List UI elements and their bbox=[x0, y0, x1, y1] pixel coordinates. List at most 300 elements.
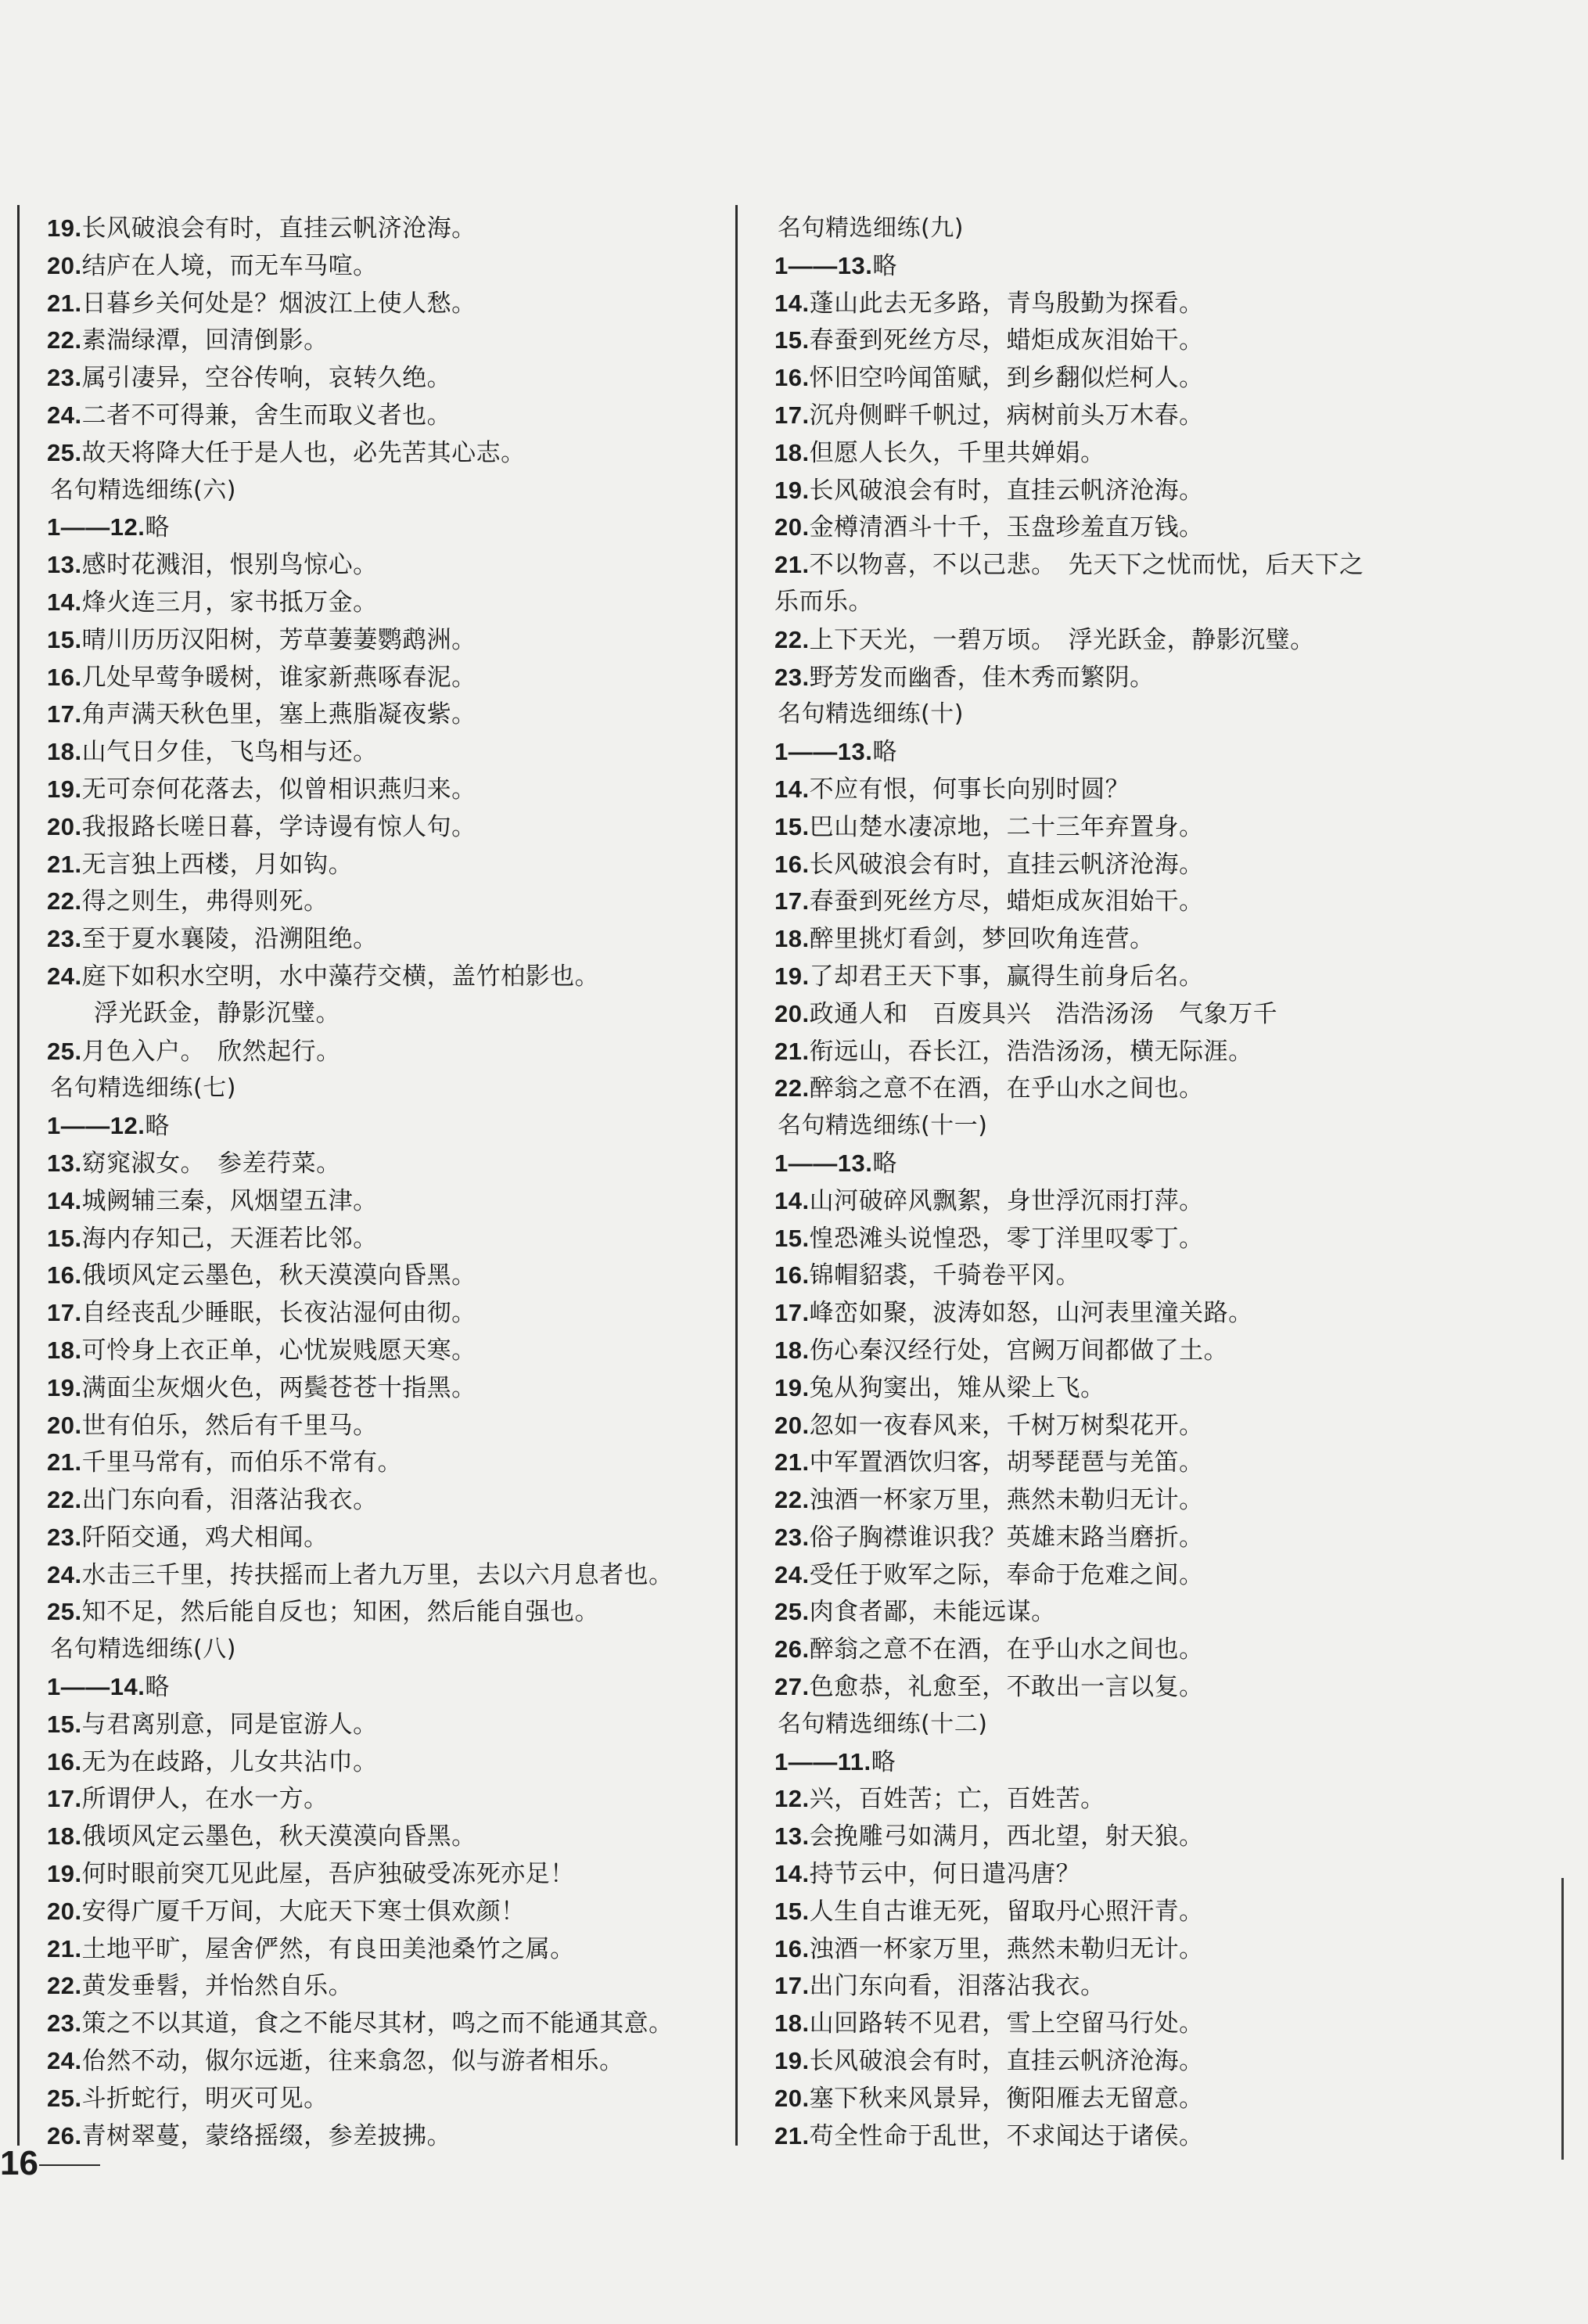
answer-text: 春蚕到死丝方尽，蜡炬成灰泪始干。 bbox=[809, 887, 1204, 916]
answer-text: 惶恐滩头说惶恐，零丁洋里叹零丁。 bbox=[809, 1224, 1204, 1253]
answer-text: 醉里挑灯看剑，梦回吹角连营。 bbox=[809, 925, 1155, 954]
answer-number: 15. bbox=[774, 1224, 810, 1252]
answer-text: 自经丧乱少睡眠，长夜沾湿何由彻。 bbox=[81, 1299, 476, 1328]
answer-continuation: 浮光跃金，静影沉璧。 bbox=[94, 998, 340, 1027]
answer-number: 19. bbox=[774, 476, 810, 504]
answer-text: 兔从狗窦出，雉从梁上飞。 bbox=[809, 1373, 1105, 1402]
answer-line bbox=[47, 1780, 728, 1818]
answer-number: 16. bbox=[47, 1261, 82, 1290]
answer-text: 感时花溅泪，恨别鸟惊心。 bbox=[81, 551, 378, 580]
answer-line bbox=[774, 546, 1557, 584]
answer-number: 22. bbox=[47, 1972, 82, 2000]
answer-number: 14. bbox=[774, 775, 810, 803]
answer-text: 我报路长嗟日暮，学诗谩有惊人句。 bbox=[81, 812, 476, 841]
answer-text: 蓬山此去无多路，青鸟殷勤为探看。 bbox=[809, 289, 1204, 318]
answer-text: 醉翁之意不在酒，在乎山水之间也。 bbox=[809, 1074, 1204, 1103]
answer-number: 18. bbox=[774, 2009, 810, 2038]
section-heading: 名句精选细练(十) bbox=[778, 700, 964, 728]
section-heading: 名句精选细练(八) bbox=[50, 1635, 236, 1664]
answer-line bbox=[47, 1444, 728, 1481]
answer-number: 21. bbox=[774, 1037, 810, 1065]
answer-number: 19. bbox=[47, 214, 82, 242]
answer-text: 政通人和 百废具兴 浩浩汤汤 气象万千 bbox=[809, 999, 1278, 1028]
answer-number: 1——11. bbox=[774, 1747, 871, 1775]
answer-line bbox=[774, 1930, 1557, 1968]
answer-number: 1——13. bbox=[774, 251, 873, 279]
answer-text: 土地平旷，屋舍俨然，有良田美池桑竹之属。 bbox=[81, 1934, 575, 1963]
answer-line bbox=[47, 2117, 728, 2155]
answer-text: 青树翠蔓，蒙络摇缀，参差披拂。 bbox=[81, 2121, 452, 2150]
answer-text: 城阙辅三秦，风烟望五津。 bbox=[81, 1186, 378, 1215]
answer-text: 色愈恭，礼愈至，不敢出一言以复。 bbox=[809, 1673, 1204, 1702]
answer-text: 窈窕淑女。 参差荇菜。 bbox=[81, 1149, 341, 1178]
answer-text: 金樽清酒斗十千，玉盘珍羞直万钱。 bbox=[809, 513, 1204, 542]
answer-text: 肉食者鄙，未能远谋。 bbox=[809, 1598, 1056, 1627]
answer-number: 20. bbox=[774, 999, 810, 1027]
answer-text: 黄发垂髫，并怡然自乐。 bbox=[81, 1972, 354, 2001]
answer-text: 略 bbox=[872, 1149, 897, 1178]
answer-line bbox=[47, 1706, 728, 1743]
answer-line bbox=[774, 621, 1557, 659]
answer-line bbox=[774, 1294, 1557, 1332]
answer-number: 17. bbox=[47, 1299, 82, 1327]
answer-number: 14. bbox=[774, 289, 810, 317]
answer-text: 俄顷风定云墨色，秋天漠漠向昏黑。 bbox=[81, 1822, 476, 1851]
answer-text: 巴山楚水凄凉地，二十三年弃置身。 bbox=[809, 812, 1204, 841]
answer-number: 14. bbox=[774, 1186, 810, 1214]
answer-number: 17. bbox=[774, 1299, 810, 1327]
answer-number: 15. bbox=[774, 1897, 810, 1925]
answer-line bbox=[774, 1407, 1557, 1444]
answer-text: 月色入户。 欣然起行。 bbox=[81, 1037, 341, 1066]
answer-text: 至于夏水襄陵，沿溯阻绝。 bbox=[81, 925, 378, 954]
answer-line bbox=[47, 322, 728, 359]
answer-text: 受任于败军之际，奉命于危难之间。 bbox=[809, 1560, 1204, 1589]
answer-line bbox=[774, 1220, 1557, 1257]
answer-number: 21. bbox=[774, 2121, 810, 2150]
answer-number: 27. bbox=[774, 1673, 810, 1701]
answer-line bbox=[774, 2117, 1557, 2155]
answer-line bbox=[774, 659, 1557, 696]
answer-number: 24. bbox=[47, 962, 82, 990]
answer-line bbox=[774, 397, 1557, 434]
answer-text: 何时眼前突兀见此屋，吾庐独破受冻死亦足！ bbox=[81, 1860, 575, 1889]
answer-text: 所谓伊人，在水一方。 bbox=[81, 1785, 329, 1814]
answer-text: 二者不可得兼，舍生而取义者也。 bbox=[81, 401, 452, 430]
answer-text: 结庐在人境，而无车马喧。 bbox=[81, 251, 378, 280]
answer-number: 19. bbox=[47, 1860, 82, 1888]
answer-number: 21. bbox=[774, 551, 810, 579]
answer-line bbox=[774, 771, 1557, 808]
answer-line bbox=[47, 434, 728, 472]
answer-text: 可怜身上衣正单，心忧炭贱愿天寒。 bbox=[81, 1336, 476, 1365]
answer-number: 24. bbox=[47, 401, 82, 429]
answer-text: 春蚕到死丝方尽，蜡炬成灰泪始干。 bbox=[809, 326, 1204, 355]
answer-text: 俗子胸襟谁识我？英雄末路当磨折。 bbox=[809, 1523, 1204, 1552]
answer-line bbox=[47, 846, 728, 883]
answer-line bbox=[774, 434, 1557, 472]
answer-text: 上下天光，一碧万顷。 浮光跃金，静影沉璧。 bbox=[809, 625, 1315, 654]
answer-number: 22. bbox=[774, 1074, 810, 1103]
answer-line bbox=[774, 1481, 1557, 1519]
answer-line bbox=[47, 247, 728, 285]
answer-line bbox=[47, 659, 728, 696]
answer-number: 25. bbox=[47, 1598, 82, 1626]
answer-line bbox=[47, 808, 728, 846]
answer-line bbox=[47, 1519, 728, 1556]
answer-number: 22. bbox=[774, 625, 810, 653]
answer-text: 醉翁之意不在酒，在乎山水之间也。 bbox=[809, 1635, 1204, 1664]
answer-number: 15. bbox=[774, 326, 810, 354]
answer-line bbox=[774, 1743, 1557, 1781]
answer-number: 23. bbox=[47, 2009, 82, 2038]
answer-number: 19. bbox=[774, 2047, 810, 2075]
answer-text: 浊酒一杯家万里，燕然未勒归无计。 bbox=[809, 1486, 1204, 1515]
answer-text: 不以物喜，不以己悲。 先天下之忧而忧，后天下之 bbox=[809, 551, 1364, 580]
answer-text: 浊酒一杯家万里，燕然未勒归无计。 bbox=[809, 1934, 1204, 1963]
answer-number: 13. bbox=[47, 1149, 82, 1177]
answer-continuation: 乐而乐。 bbox=[774, 587, 873, 616]
answer-number: 18. bbox=[47, 738, 82, 766]
answer-text: 千里马常有，而伯乐不常有。 bbox=[81, 1448, 403, 1477]
answer-number: 13. bbox=[774, 1822, 810, 1851]
answer-line bbox=[774, 1556, 1557, 1594]
answer-number: 1——13. bbox=[774, 1149, 873, 1177]
answer-text: 略 bbox=[872, 738, 897, 767]
answer-text: 长风破浪会有时，直挂云帆济沧海。 bbox=[809, 850, 1204, 879]
answer-number: 16. bbox=[774, 364, 810, 392]
answer-number: 20. bbox=[774, 1411, 810, 1439]
answer-number: 22. bbox=[47, 887, 82, 916]
answer-number: 22. bbox=[47, 1486, 82, 1514]
answer-number: 25. bbox=[47, 438, 82, 466]
answer-line bbox=[774, 472, 1557, 509]
answer-text: 峰峦如聚，波涛如怒，山河表里潼关路。 bbox=[809, 1299, 1253, 1328]
answer-text: 但愿人长久，千里共婵娟。 bbox=[809, 438, 1105, 467]
answer-line bbox=[47, 397, 728, 434]
answer-text: 满面尘灰烟火色，两鬓苍苍十指黑。 bbox=[81, 1373, 476, 1402]
answer-text: 海内存知己，天涯若比邻。 bbox=[81, 1224, 378, 1253]
answer-number: 26. bbox=[774, 1635, 810, 1664]
answer-number: 23. bbox=[47, 1523, 82, 1551]
answer-text: 略 bbox=[871, 1747, 896, 1776]
answer-line bbox=[774, 359, 1557, 397]
answer-number: 18. bbox=[774, 438, 810, 466]
answer-line bbox=[47, 1967, 728, 2005]
answer-number: 18. bbox=[47, 1336, 82, 1364]
answer-line bbox=[47, 1332, 728, 1369]
answer-line bbox=[47, 696, 728, 733]
answer-line bbox=[47, 1930, 728, 1968]
answer-number: 16. bbox=[47, 1747, 82, 1775]
section-heading: 名句精选细练(十一) bbox=[778, 1112, 988, 1140]
answer-number: 18. bbox=[47, 1822, 82, 1851]
answer-text: 世有伯乐，然后有千里马。 bbox=[81, 1411, 378, 1440]
answer-line bbox=[774, 883, 1557, 920]
answer-text: 出门东向看，泪落沾我衣。 bbox=[809, 1972, 1105, 2001]
answer-line bbox=[774, 1519, 1557, 1556]
answer-number: 15. bbox=[47, 1224, 82, 1252]
answer-line bbox=[47, 1818, 728, 1855]
answer-line bbox=[774, 247, 1557, 285]
answer-number: 18. bbox=[774, 1336, 810, 1364]
answer-number: 25. bbox=[774, 1598, 810, 1626]
answer-number: 17. bbox=[47, 700, 82, 728]
answer-number: 15. bbox=[47, 1710, 82, 1738]
answer-text: 斗折蛇行，明灭可见。 bbox=[81, 2084, 329, 2113]
answer-text: 长风破浪会有时，直挂云帆济沧海。 bbox=[809, 2047, 1204, 2076]
answer-line bbox=[47, 958, 728, 995]
answer-line bbox=[774, 1593, 1557, 1631]
answer-text: 晴川历历汉阳树，芳草萋萋鹦鹉洲。 bbox=[81, 625, 476, 654]
answer-line bbox=[47, 1182, 728, 1220]
right-column bbox=[774, 210, 1557, 2154]
answer-number: 21. bbox=[774, 1448, 810, 1477]
answer-text: 无可奈何花落去，似曾相识燕归来。 bbox=[81, 775, 476, 804]
answer-line bbox=[774, 509, 1557, 546]
answer-text: 山气日夕佳，飞鸟相与还。 bbox=[81, 738, 378, 767]
section-heading: 名句精选细练(九) bbox=[778, 214, 964, 242]
answer-text: 阡陌交通，鸡犬相闻。 bbox=[81, 1523, 329, 1552]
answer-text: 塞下秋来风景异，衡阳雁去无留意。 bbox=[809, 2084, 1204, 2113]
section-heading: 名句精选细练(七) bbox=[50, 1074, 236, 1103]
answer-line bbox=[774, 733, 1557, 771]
answer-text: 策之不以其道，食之不能尽其材，鸣之而不能通其意。 bbox=[81, 2009, 674, 2038]
answer-text: 了却君王天下事，赢得生前身后名。 bbox=[809, 962, 1204, 991]
answer-text: 怀旧空吟闻笛赋，到乡翻似烂柯人。 bbox=[809, 364, 1204, 393]
answer-line bbox=[774, 1444, 1557, 1481]
answer-line bbox=[47, 359, 728, 397]
answer-line bbox=[47, 920, 728, 958]
answer-line bbox=[47, 1145, 728, 1182]
answer-number: 1——12. bbox=[47, 513, 146, 541]
answer-line bbox=[47, 1556, 728, 1594]
answer-line bbox=[774, 2042, 1557, 2080]
answer-text: 庭下如积水空明，水中藻荇交横，盖竹柏影也。 bbox=[81, 962, 600, 991]
answer-text: 烽火连三月，家书抵万金。 bbox=[81, 588, 378, 617]
answer-line bbox=[47, 546, 728, 584]
answer-line bbox=[47, 1407, 728, 1444]
answer-line bbox=[774, 2080, 1557, 2117]
answer-text: 长风破浪会有时，直挂云帆济沧海。 bbox=[81, 214, 476, 243]
answer-text: 略 bbox=[872, 251, 897, 280]
answer-number: 19. bbox=[47, 1373, 82, 1401]
answer-line bbox=[47, 509, 728, 546]
answer-number: 23. bbox=[47, 364, 82, 392]
answer-line bbox=[47, 1220, 728, 1257]
answer-text: 长风破浪会有时，直挂云帆济沧海。 bbox=[809, 476, 1204, 505]
answer-number: 25. bbox=[47, 1037, 82, 1065]
answer-text: 知不足，然后能自反也；知困，然后能自强也。 bbox=[81, 1598, 600, 1627]
answer-line bbox=[774, 1780, 1557, 1818]
answer-line bbox=[774, 1332, 1557, 1369]
answer-line bbox=[774, 1818, 1557, 1855]
answer-number: 1——14. bbox=[47, 1673, 146, 1701]
answer-number: 26. bbox=[47, 2121, 82, 2150]
answer-line bbox=[774, 1257, 1557, 1294]
answer-number: 20. bbox=[774, 513, 810, 541]
answer-number: 23. bbox=[774, 1523, 810, 1551]
answer-number: 1——13. bbox=[774, 738, 873, 766]
answer-text: 与君离别意，同是宦游人。 bbox=[81, 1710, 378, 1739]
answer-line bbox=[47, 1855, 728, 1893]
answer-line bbox=[774, 1369, 1557, 1407]
answer-line bbox=[47, 2080, 728, 2117]
right-margin-rule bbox=[1561, 1878, 1564, 2160]
answer-number: 24. bbox=[774, 1560, 810, 1588]
answer-text: 伤心秦汉经行处，宫阙万间都做了土。 bbox=[809, 1336, 1229, 1365]
answer-line bbox=[774, 1033, 1557, 1070]
answer-line bbox=[774, 285, 1557, 322]
answer-line bbox=[47, 1893, 728, 1930]
answer-line bbox=[47, 584, 728, 621]
answer-text: 日暮乡关何处是？烟波江上使人愁。 bbox=[81, 289, 476, 318]
answer-line bbox=[774, 1967, 1557, 2005]
answer-line bbox=[47, 1033, 728, 1070]
answer-number: 23. bbox=[47, 925, 82, 953]
answer-line bbox=[47, 1369, 728, 1407]
answer-line bbox=[774, 808, 1557, 846]
answer-number: 22. bbox=[774, 1486, 810, 1514]
answer-line bbox=[47, 1107, 728, 1145]
answer-number: 14. bbox=[47, 1186, 82, 1214]
answer-number: 17. bbox=[774, 401, 810, 429]
answer-number: 16. bbox=[47, 663, 82, 691]
answer-number: 19. bbox=[774, 1373, 810, 1401]
answer-line bbox=[774, 1893, 1557, 1930]
answer-line bbox=[774, 920, 1557, 958]
answer-line bbox=[47, 1481, 728, 1519]
left-margin-rule bbox=[17, 205, 20, 2146]
answer-text: 山河破碎风飘絮，身世浮沉雨打萍。 bbox=[809, 1186, 1204, 1215]
answer-text: 角声满天秋色里，塞上燕脂凝夜紫。 bbox=[81, 700, 476, 729]
answer-number: 22. bbox=[47, 326, 82, 354]
answer-number: 16. bbox=[774, 1934, 810, 1962]
answer-line bbox=[47, 771, 728, 808]
answer-number: 20. bbox=[47, 251, 82, 279]
answer-line bbox=[774, 1631, 1557, 1668]
answer-line bbox=[47, 1294, 728, 1332]
answer-line bbox=[774, 995, 1557, 1033]
section-heading: 名句精选细练(六) bbox=[50, 476, 236, 504]
page-number: 16 bbox=[0, 2144, 38, 2182]
answer-number: 15. bbox=[774, 812, 810, 840]
answer-text: 安得广厦千万间，大庇天下寒士俱欢颜！ bbox=[81, 1897, 526, 1926]
answer-number: 19. bbox=[774, 962, 810, 990]
answer-text: 水击三千里，抟扶摇而上者九万里，去以六月息者也。 bbox=[81, 1560, 674, 1589]
answer-text: 忽如一夜春风来，千树万树梨花开。 bbox=[809, 1411, 1204, 1440]
answer-text: 佁然不动，俶尔远逝，往来翕忽，似与游者相乐。 bbox=[81, 2047, 624, 2076]
answer-line bbox=[774, 1070, 1557, 1107]
answer-number: 20. bbox=[774, 2084, 810, 2112]
answer-text: 略 bbox=[145, 513, 170, 542]
answer-number: 21. bbox=[47, 289, 82, 317]
answer-line bbox=[774, 1668, 1557, 1706]
answer-line bbox=[774, 958, 1557, 995]
section-heading: 名句精选细练(十二) bbox=[778, 1710, 988, 1738]
answer-number: 24. bbox=[47, 2047, 82, 2075]
answer-number: 17. bbox=[774, 887, 810, 916]
answer-text: 略 bbox=[145, 1673, 170, 1702]
answer-line bbox=[47, 2005, 728, 2042]
answer-text: 俄顷风定云墨色，秋天漠漠向昏黑。 bbox=[81, 1261, 476, 1290]
answer-line bbox=[47, 1257, 728, 1294]
answer-line bbox=[47, 285, 728, 322]
answer-text: 无言独上西楼，月如钩。 bbox=[81, 850, 354, 879]
answer-number: 23. bbox=[774, 663, 810, 691]
answer-text: 沉舟侧畔千帆过，病树前头万木春。 bbox=[809, 401, 1204, 430]
answer-number: 14. bbox=[47, 588, 82, 616]
answer-number: 13. bbox=[47, 551, 82, 579]
answer-line bbox=[774, 1855, 1557, 1893]
answer-text: 人生自古谁无死，留取丹心照汗青。 bbox=[809, 1897, 1204, 1926]
answer-line bbox=[47, 2042, 728, 2080]
column-divider bbox=[735, 205, 738, 2146]
answer-text: 无为在歧路，儿女共沾巾。 bbox=[81, 1747, 378, 1776]
answer-number: 20. bbox=[47, 812, 82, 840]
answer-text: 中军置酒饮归客，胡琴琵琶与羌笛。 bbox=[809, 1448, 1204, 1477]
answer-text: 素湍绿潭，回清倒影。 bbox=[81, 326, 329, 355]
answer-line bbox=[774, 2005, 1557, 2042]
answer-number: 21. bbox=[47, 1934, 82, 1962]
answer-text: 山回路转不见君，雪上空留马行处。 bbox=[809, 2009, 1204, 2038]
answer-line bbox=[47, 883, 728, 920]
answer-text: 持节云中，何日遣冯唐？ bbox=[809, 1860, 1081, 1889]
answer-line bbox=[47, 1668, 728, 1706]
answer-text: 苟全性命于乱世，不求闻达于诸侯。 bbox=[809, 2121, 1204, 2150]
answer-number: 25. bbox=[47, 2084, 82, 2112]
answer-number: 16. bbox=[774, 1261, 810, 1290]
answer-line bbox=[47, 733, 728, 771]
answer-text: 野芳发而幽香，佳木秀而繁阴。 bbox=[809, 663, 1155, 692]
answer-text: 出门东向看，泪落沾我衣。 bbox=[81, 1486, 378, 1515]
answer-number: 21. bbox=[47, 1448, 82, 1477]
answer-number: 20. bbox=[47, 1897, 82, 1925]
answer-line bbox=[774, 1182, 1557, 1220]
answer-text: 兴，百姓苦；亡，百姓苦。 bbox=[809, 1785, 1105, 1814]
answer-number: 19. bbox=[47, 775, 82, 803]
answer-text: 故天将降大任于是人也，必先苦其心志。 bbox=[81, 438, 526, 467]
answer-line bbox=[774, 1145, 1557, 1182]
answer-text: 得之则生，弗得则死。 bbox=[81, 887, 329, 916]
answer-number: 1——12. bbox=[47, 1112, 146, 1140]
answer-number: 12. bbox=[774, 1785, 810, 1813]
answer-number: 15. bbox=[47, 625, 82, 653]
answer-number: 16. bbox=[774, 850, 810, 878]
answer-number: 21. bbox=[47, 850, 82, 878]
left-column bbox=[47, 210, 728, 2154]
answer-text: 几处早莺争暖树，谁家新燕啄春泥。 bbox=[81, 663, 476, 692]
answer-line bbox=[47, 1743, 728, 1781]
answer-line bbox=[47, 210, 728, 247]
answer-number: 17. bbox=[47, 1785, 82, 1813]
answer-text: 略 bbox=[145, 1112, 170, 1141]
answer-text: 不应有恨，何事长向别时圆？ bbox=[809, 775, 1130, 804]
answer-text: 衔远山，吞长江，浩浩汤汤，横无际涯。 bbox=[809, 1037, 1253, 1066]
answer-number: 24. bbox=[47, 1560, 82, 1588]
answer-text: 属引凄异，空谷传响，哀转久绝。 bbox=[81, 364, 452, 393]
answer-text: 会挽雕弓如满月，西北望，射天狼。 bbox=[809, 1822, 1204, 1851]
answer-line bbox=[774, 846, 1557, 883]
answer-line bbox=[47, 1593, 728, 1631]
answer-number: 17. bbox=[774, 1972, 810, 2000]
answer-text: 锦帽貂裘，千骑卷平冈。 bbox=[809, 1261, 1081, 1290]
answer-line bbox=[47, 621, 728, 659]
answer-number: 14. bbox=[774, 1860, 810, 1888]
answer-line bbox=[774, 322, 1557, 359]
answer-number: 20. bbox=[47, 1411, 82, 1439]
answer-number: 18. bbox=[774, 925, 810, 953]
